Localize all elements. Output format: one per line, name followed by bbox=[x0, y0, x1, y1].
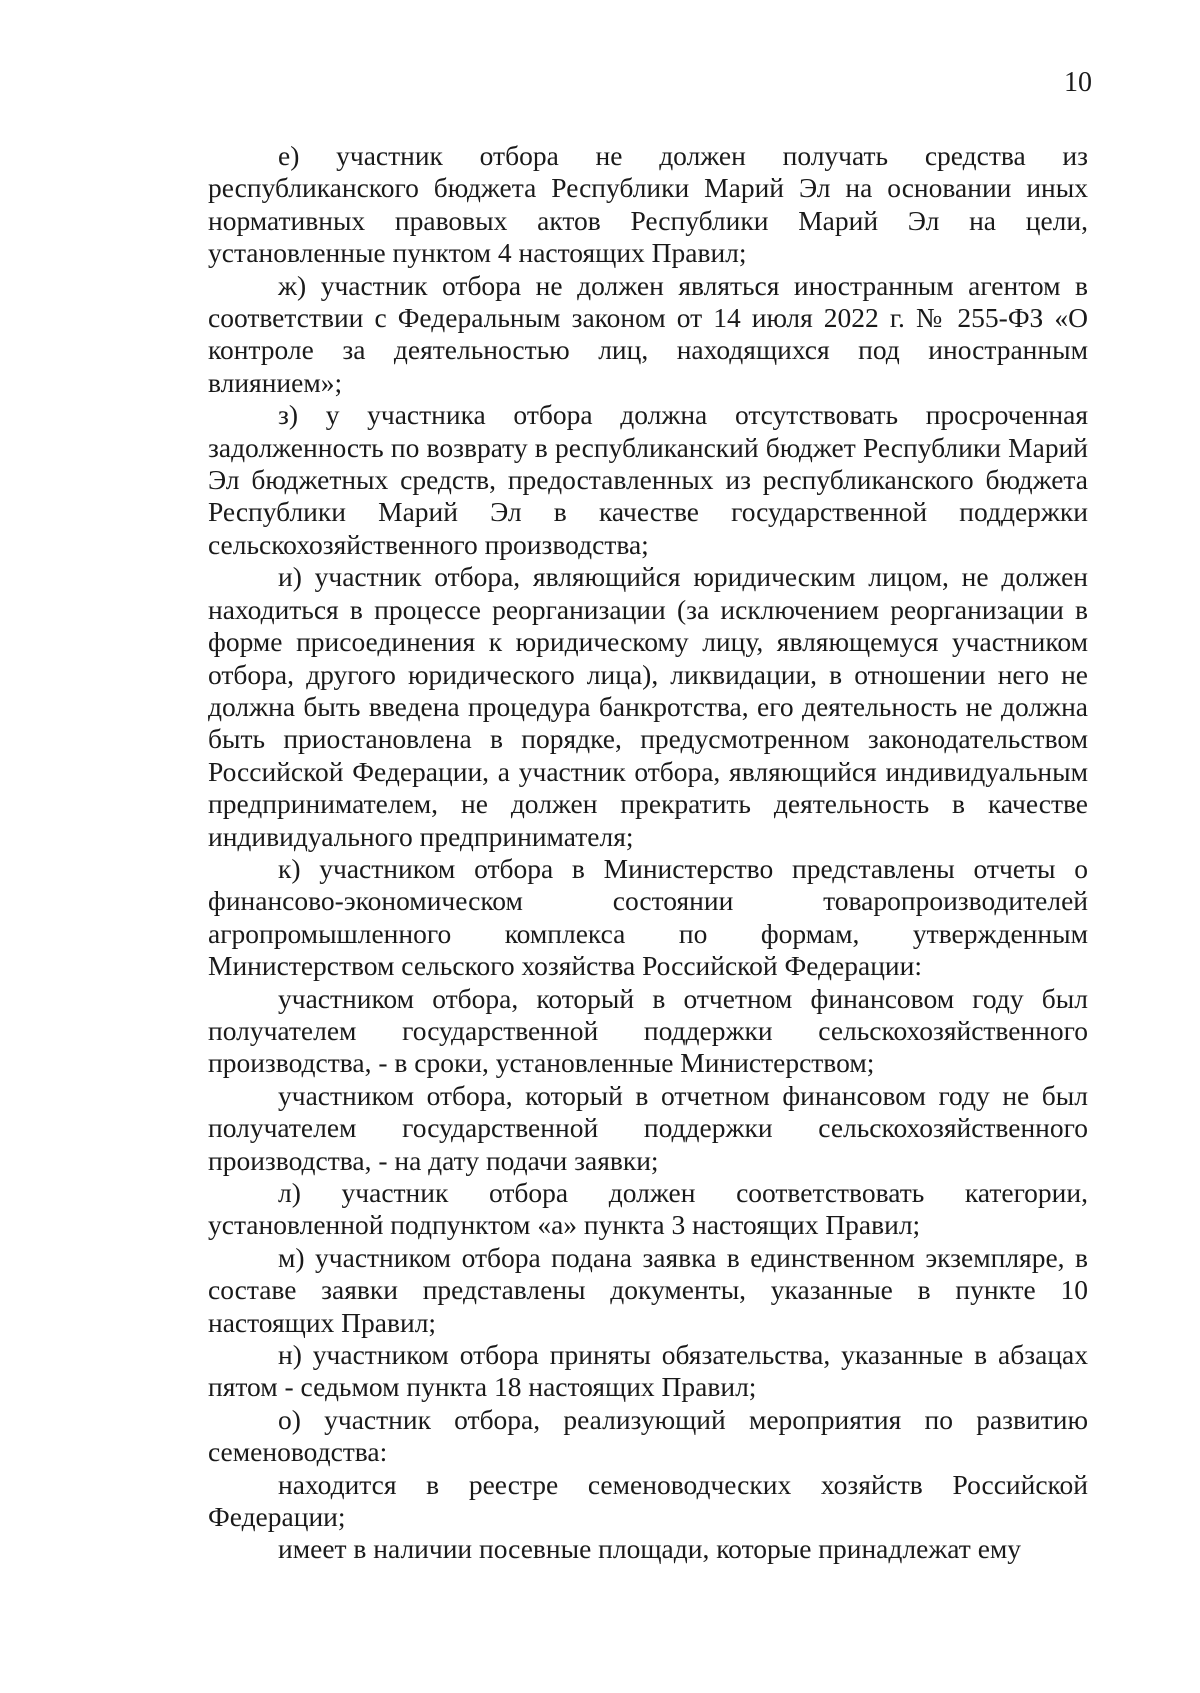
paragraph-n: н) участником отбора приняты обязательства, указанные в абзацах пятом - седьмом пункта 18 настоящих Правил; bbox=[208, 1339, 1088, 1403]
paragraph-o: о) участник отбора, реализующий мероприятия по развитию семеноводства: bbox=[208, 1403, 1088, 1468]
paragraph-e: е) участник отбора не должен получать средства из республиканского бюджета Республики Марий Эл на основании иных нормативных правовых актов Республики Марий Эл на цели, установленные пунктом 4 настоящих Правил; bbox=[208, 140, 1088, 269]
paragraph-z: з) у участника отбора должна отсутствовать просроченная задолженность по возврату в республиканский бюджет Республики Марий Эл бюджетных средств, предоставленных из республиканского бюджета Республики Марий Эл в качестве государственной поддержки сельскохозяйственного производства; bbox=[208, 399, 1088, 560]
paragraph-o-land: имеет в наличии посевные площади, которые принадлежат ему bbox=[278, 1533, 1022, 1565]
paragraph-i: и) участник отбора, являющийся юридическим лицом, не должен находиться в процессе реорганизации (за исключением реорганизации в форме присоединения к юридическому лицу, являющемуся участником отбора, другого юридического лица), ликвидации, в отношении него не должна быть введена процедура банкротства, его деятельность не должна быть приостановлена в порядке, предусмотренном законодательством Российской Федерации, а участник отбора, являющийся индивидуальным предпринимателем, не должен прекратить деятельность в качестве индивидуального предпринимателя; bbox=[208, 561, 1088, 852]
paragraph-k-non-recipient: участником отбора, который в отчетном финансовом году не был получателем государственной поддержки сельскохозяйственного производства, - на дату подачи заявки; bbox=[208, 1079, 1088, 1176]
paragraph-k: к) участником отбора в Министерство представлены отчеты о финансово-экономическом состоянии товаропроизводителей агропромышленного комплекса по формам, утвержденным Министерством сельского хозяйства Российской Федерации: bbox=[208, 852, 1088, 982]
document-body bbox=[208, 140, 1088, 1566]
paragraph-zh: ж) участник отбора не должен являться иностранным агентом в соответствии с Федеральным законом от 14 июля 2022 г. № 255-ФЗ «О контроле за деятельностью лиц, находящихся под иностранным влиянием»; bbox=[208, 269, 1088, 398]
paragraph-l: л) участник отбора должен соответствовать категории, установленной подпунктом «а» пункта 3 настоящих Правил; bbox=[208, 1177, 1088, 1241]
paragraph-k-recipient: участником отбора, который в отчетном финансовом году был получателем государственной поддержки сельскохозяйственного производства, - в сроки, установленные Министерством; bbox=[208, 982, 1088, 1079]
page-number: 10 bbox=[1064, 67, 1092, 98]
paragraph-o-registry: находится в реестре семеноводческих хозяйств Российской Федерации; bbox=[208, 1468, 1088, 1533]
paragraph-m: м) участником отбора подана заявка в единственном экземпляре, в составе заявки представлены документы, указанные в пункте 10 настоящих Правил; bbox=[208, 1241, 1088, 1338]
